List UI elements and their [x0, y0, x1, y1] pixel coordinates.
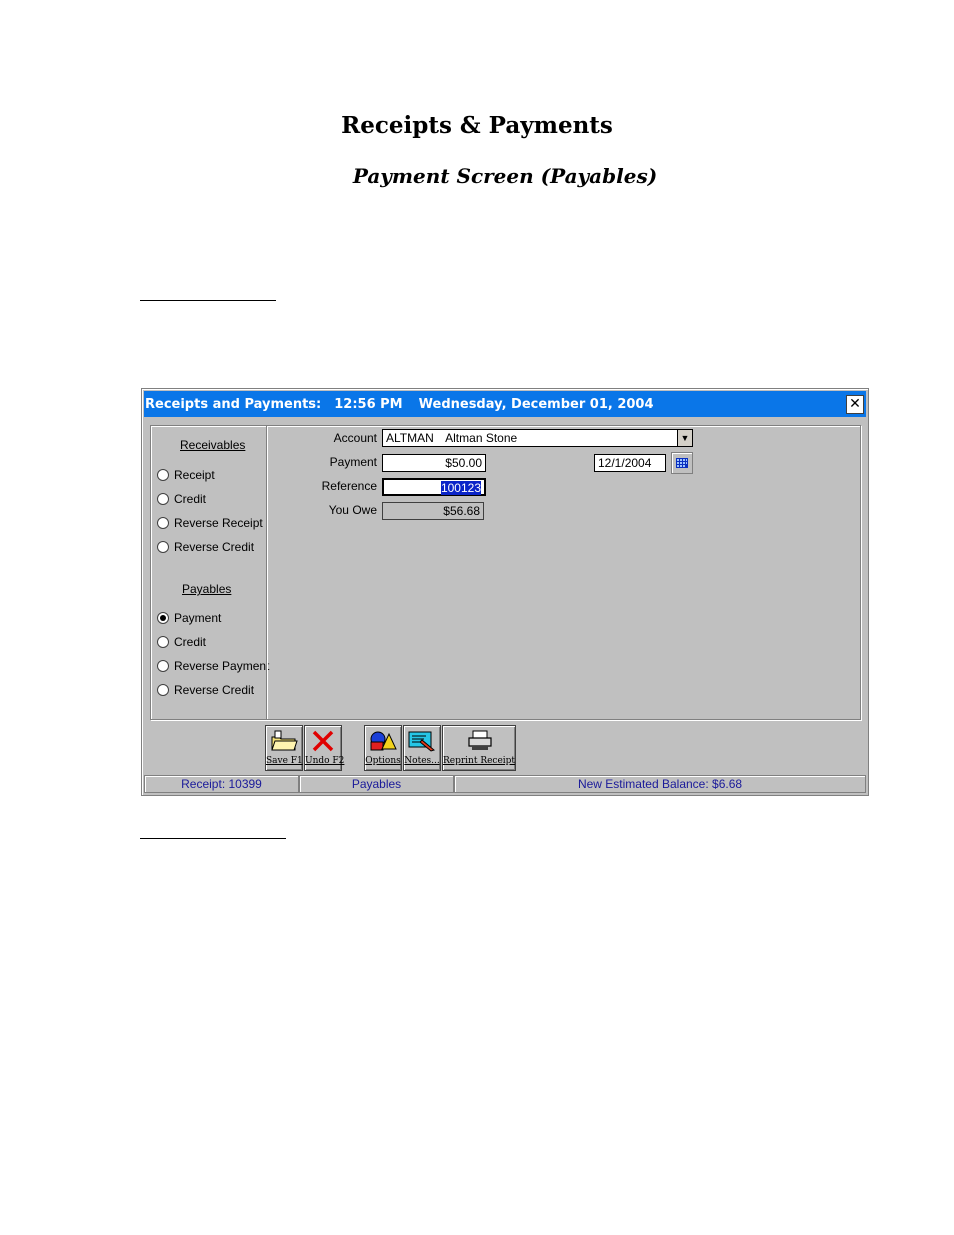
chevron-down-icon: ▼: [680, 433, 690, 443]
options-shapes-icon: [368, 730, 398, 752]
undo-label: Undo F2: [305, 756, 345, 766]
you-owe-label: You Owe: [328, 503, 377, 517]
window-title: Receipts and Payments:: [145, 396, 322, 412]
options-label: Options: [365, 756, 401, 766]
payables-label: Payables: [182, 582, 232, 596]
radio-label: Reverse Credit: [174, 683, 255, 697]
radio-reverse-receipt[interactable]: [157, 516, 263, 530]
account-code: ALTMAN: [386, 431, 434, 445]
options-button[interactable]: [364, 725, 402, 771]
status-receipt-number: Receipt: 10399: [144, 775, 299, 793]
radio-reverse-credit-receivable[interactable]: [157, 540, 254, 554]
window-date: Wednesday, December 01, 2004: [418, 396, 654, 412]
save-button[interactable]: [265, 725, 303, 771]
save-folder-icon: [269, 730, 299, 752]
calendar-icon: [672, 453, 692, 473]
payment-form-panel: [266, 425, 861, 720]
radio-icon: [157, 660, 169, 672]
document-subtitle: Payment Screen (Payables): [352, 164, 658, 188]
payment-amount-input[interactable]: $50.00: [382, 454, 486, 472]
reprint-receipt-label: Reprint Receipt: [443, 756, 516, 766]
radio-icon: [157, 493, 169, 505]
document-title: Receipts & Payments: [341, 112, 613, 139]
transaction-type-panel: [150, 425, 270, 720]
radio-label: Reverse Payment: [174, 659, 270, 673]
status-new-estimated-balance: New Estimated Balance: $6.68: [454, 775, 866, 793]
radio-icon: [157, 469, 169, 481]
notes-button[interactable]: [403, 725, 441, 771]
account-dropdown-button[interactable]: [677, 429, 693, 447]
reference-value: 100123: [440, 481, 481, 495]
notes-icon: [407, 730, 437, 752]
calendar-button[interactable]: [671, 452, 693, 474]
radio-label: Receipt: [174, 468, 215, 482]
radio-payment[interactable]: [157, 611, 221, 625]
radio-label: Credit: [174, 635, 207, 649]
radio-label: Reverse Receipt: [174, 516, 263, 530]
reference-label: Reference: [321, 479, 377, 493]
radio-receipt[interactable]: [157, 468, 215, 482]
reference-input[interactable]: [382, 478, 486, 496]
close-button[interactable]: [846, 395, 864, 414]
window-time: 12:56 PM: [334, 396, 403, 412]
radio-credit-payable[interactable]: [157, 635, 206, 649]
printer-icon: [464, 730, 494, 752]
radio-icon: [157, 517, 169, 529]
radio-icon: [157, 684, 169, 696]
status-mode: Payables: [299, 775, 454, 793]
receivables-label: Receivables: [180, 438, 246, 452]
you-owe-value: $56.68: [382, 502, 484, 520]
close-icon: ✕: [849, 396, 861, 412]
radio-checked-icon: [157, 612, 169, 624]
radio-label: Credit: [174, 492, 207, 506]
save-label: Save F1: [266, 756, 303, 766]
payment-label: Payment: [329, 455, 377, 469]
notes-label: Notes...: [404, 756, 440, 766]
heading-rule: [140, 300, 276, 301]
reprint-receipt-button[interactable]: [442, 725, 516, 771]
undo-button[interactable]: [304, 725, 345, 771]
radio-reverse-payment[interactable]: [157, 659, 269, 673]
radio-icon: [157, 541, 169, 553]
payment-date-input[interactable]: 12/1/2004: [594, 454, 666, 472]
account-select[interactable]: [382, 429, 678, 447]
status-bar: [144, 775, 866, 793]
radio-icon: [157, 636, 169, 648]
window-titlebar[interactable]: [144, 391, 866, 417]
radio-label: Reverse Credit: [174, 540, 255, 554]
heading-rule: [140, 838, 286, 839]
receipts-payments-window: [141, 388, 869, 796]
account-name: Altman Stone: [445, 431, 518, 445]
undo-x-icon: [311, 730, 335, 752]
radio-credit-receivable[interactable]: [157, 492, 206, 506]
account-label: Account: [333, 431, 377, 445]
radio-label: Payment: [174, 611, 222, 625]
radio-reverse-credit-payable[interactable]: [157, 683, 254, 697]
